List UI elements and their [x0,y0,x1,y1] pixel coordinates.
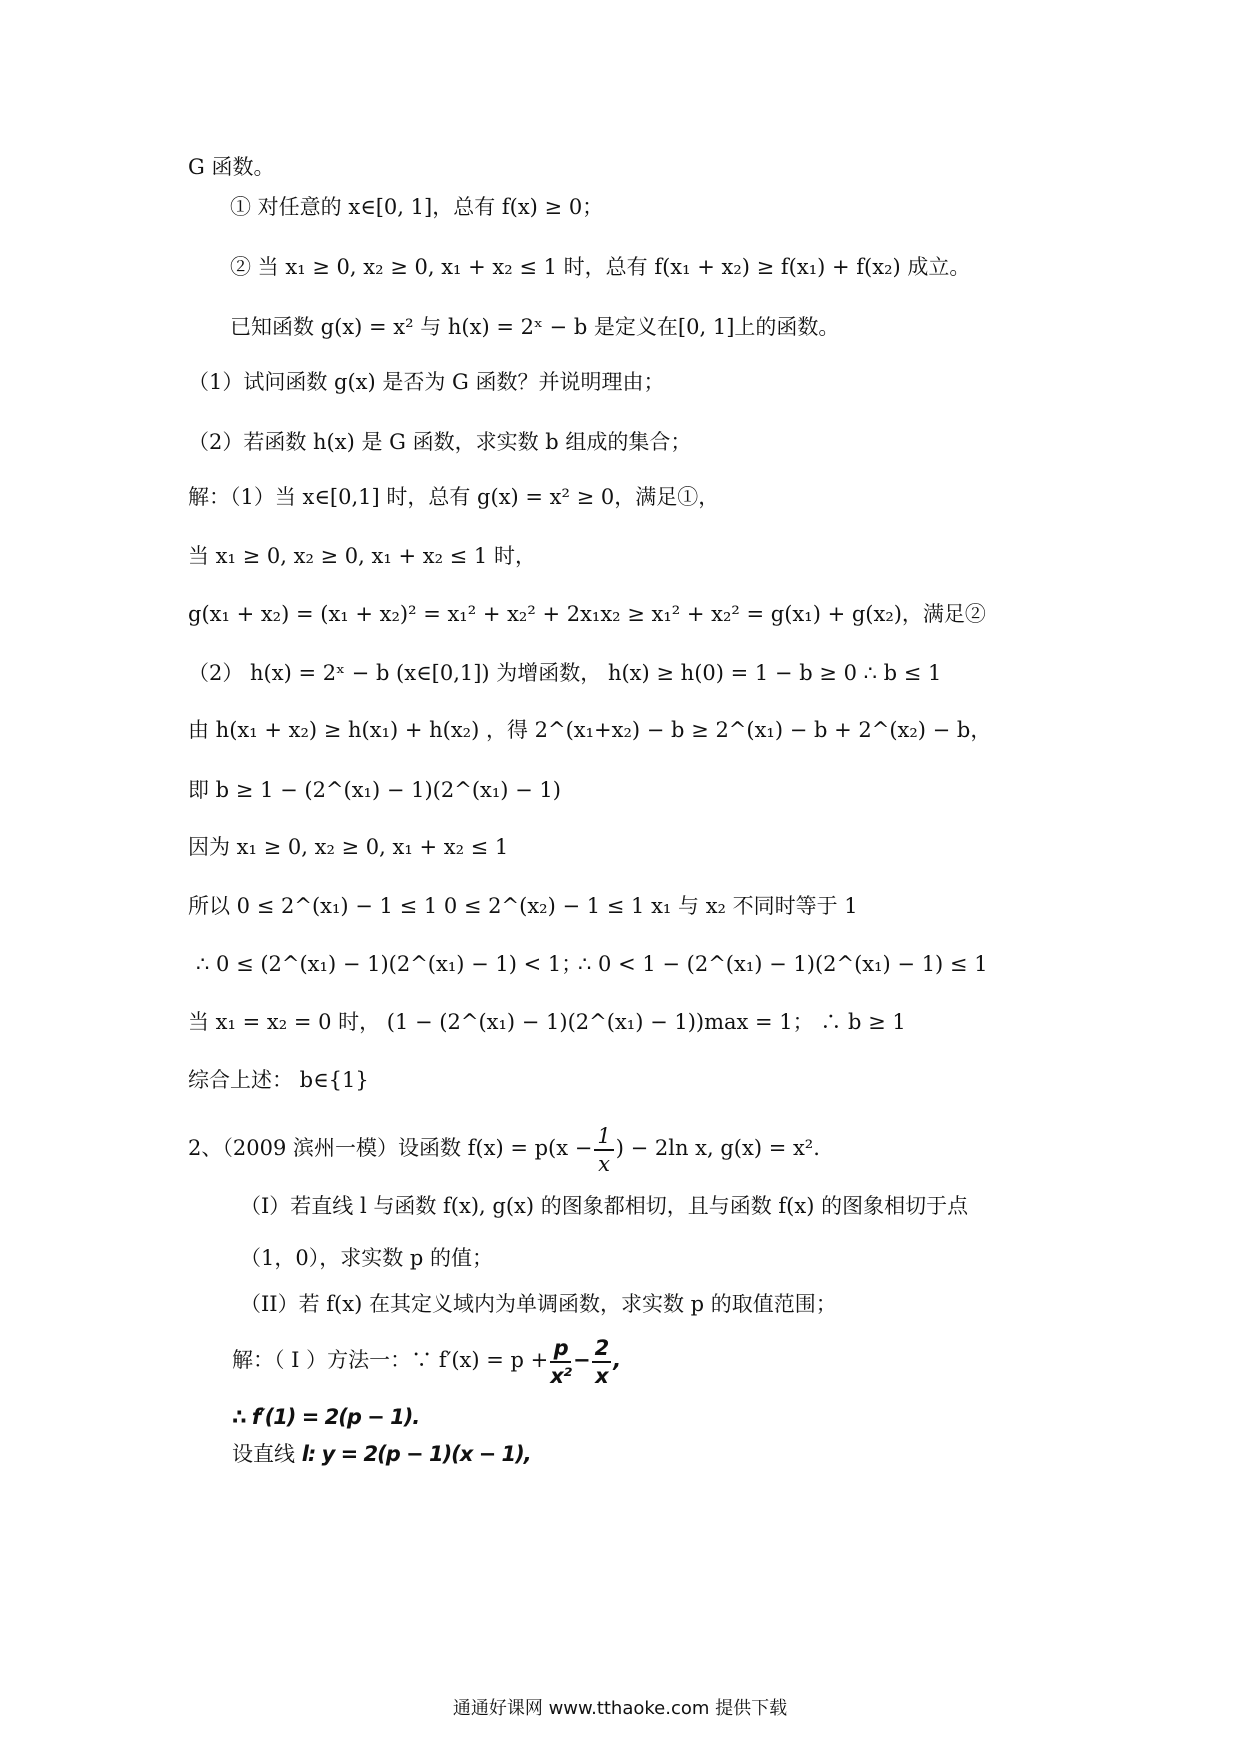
fraction-denominator: x [598,1151,610,1176]
fraction-denominator: x² [550,1363,572,1388]
question-1: （1）试问函数 g(x) 是否为 G 函数？并说明理由； [188,370,665,394]
solution-line: ∴ 0 ≤ (2^(x₁) − 1)(2^(x₁) − 1) < 1； [196,952,583,976]
solution-line: 解：（1）当 x∈[0,1] 时，总有 g(x) = x² ≥ 0，满足①， [188,485,720,509]
solution-line: ∴ 0 < 1 − (2^(x₁) − 1)(2^(x₁) − 1) ≤ 1 [578,952,988,976]
fraction-numerator: 1 [594,1123,613,1151]
problem-2-text-b: ) − 2ln x, g(x) = x². [615,1136,820,1160]
fraction-numerator: 2 [592,1335,612,1363]
line-equation: l: y = 2(p − 1)(x − 1), [301,1442,531,1466]
fraction [592,1335,612,1389]
solution-line: 由 h(x₁ + x₂) ≥ h(x₁) + h(x₂) ，得 2^(x₁+x₂) − b ≥ 2^(x₁) − b + 2^(x₂) − b， [188,718,992,742]
solution-line: 即 b ≥ 1 − (2^(x₁) − 1)(2^(x₁) − 1) [188,778,561,802]
solution-line: （2） h(x) = 2ˣ − b (x∈[0,1]) 为增函数， h(x) ≥ h(0) = 1 − b ≥ 0 ∴ b ≤ 1 [188,661,942,685]
solution-2-text: 解：（ I ）方法一：∵ f′(x) = p + [232,1348,549,1372]
solution-line: g(x₁ + x₂) = (x₁ + x₂)² = x₁² + x₂² + 2x₁x₂ ≥ x₁² + x₂² = g(x₁) + g(x₂)，满足② [188,602,986,626]
text-label: 设直线 [232,1442,295,1466]
condition-2: ② 当 x₁ ≥ 0, x₂ ≥ 0, x₁ + x₂ ≤ 1 时，总有 f(x₁ + x₂) ≥ f(x₁) + f(x₂) 成立。 [230,255,971,279]
solution-line: 当 x₁ = x₂ = 0 时， (1 − (2^(x₁) − 1)(2^(x₁) − 1))max = 1； ∴ b ≥ 1 [188,1010,906,1034]
part-I: （I）若直线 l 与函数 f(x), g(x) 的图象都相切，且与函数 f(x) 的图象相切于点 [240,1194,969,1218]
fraction-numerator: p [550,1335,571,1363]
solution-line: 因为 x₁ ≥ 0, x₂ ≥ 0, x₁ + x₂ ≤ 1 [188,835,509,859]
solution-2-line [232,1328,620,1392]
minus-sign: − [573,1348,590,1372]
text-line: 已知函数 g(x) = x² 与 h(x) = 2ˣ − b 是定义在[0, 1]上的函数。 [230,315,840,339]
page-footer: 通通好课网 www.tthaoke.com 提供下载 [452,1698,788,1719]
solution-2-line [232,1440,531,1468]
problem-2-heading [188,1118,820,1178]
fraction [550,1335,571,1389]
solution-line: 所以 0 ≤ 2^(x₁) − 1 ≤ 1 0 ≤ 2^(x₂) − 1 ≤ 1 x₁ 与 x₂ 不同时等于 1 [188,894,858,918]
part-I-cont: （1，0），求实数 p 的值； [240,1246,494,1270]
question-2: （2）若函数 h(x) 是 G 函数，求实数 b 组成的集合； [188,430,692,454]
text-line: G 函数。 [188,155,275,179]
fraction [594,1123,613,1177]
solution-2-line: ∴ f′(1) = 2(p − 1). [232,1405,420,1429]
solution-line: 当 x₁ ≥ 0, x₂ ≥ 0, x₁ + x₂ ≤ 1 时， [188,544,536,568]
part-II: （II）若 f(x) 在其定义域内为单调函数，求实数 p 的取值范围； [240,1292,837,1316]
fraction-denominator: x [595,1363,608,1388]
problem-2-text-a: 2、（2009 滨州一模）设函数 f(x) = p(x − [188,1136,593,1160]
solution-line: 综合上述： b∈{1} [188,1068,369,1092]
comma: , [613,1348,621,1372]
condition-1: ① 对任意的 x∈[0, 1]，总有 f(x) ≥ 0； [230,195,604,219]
